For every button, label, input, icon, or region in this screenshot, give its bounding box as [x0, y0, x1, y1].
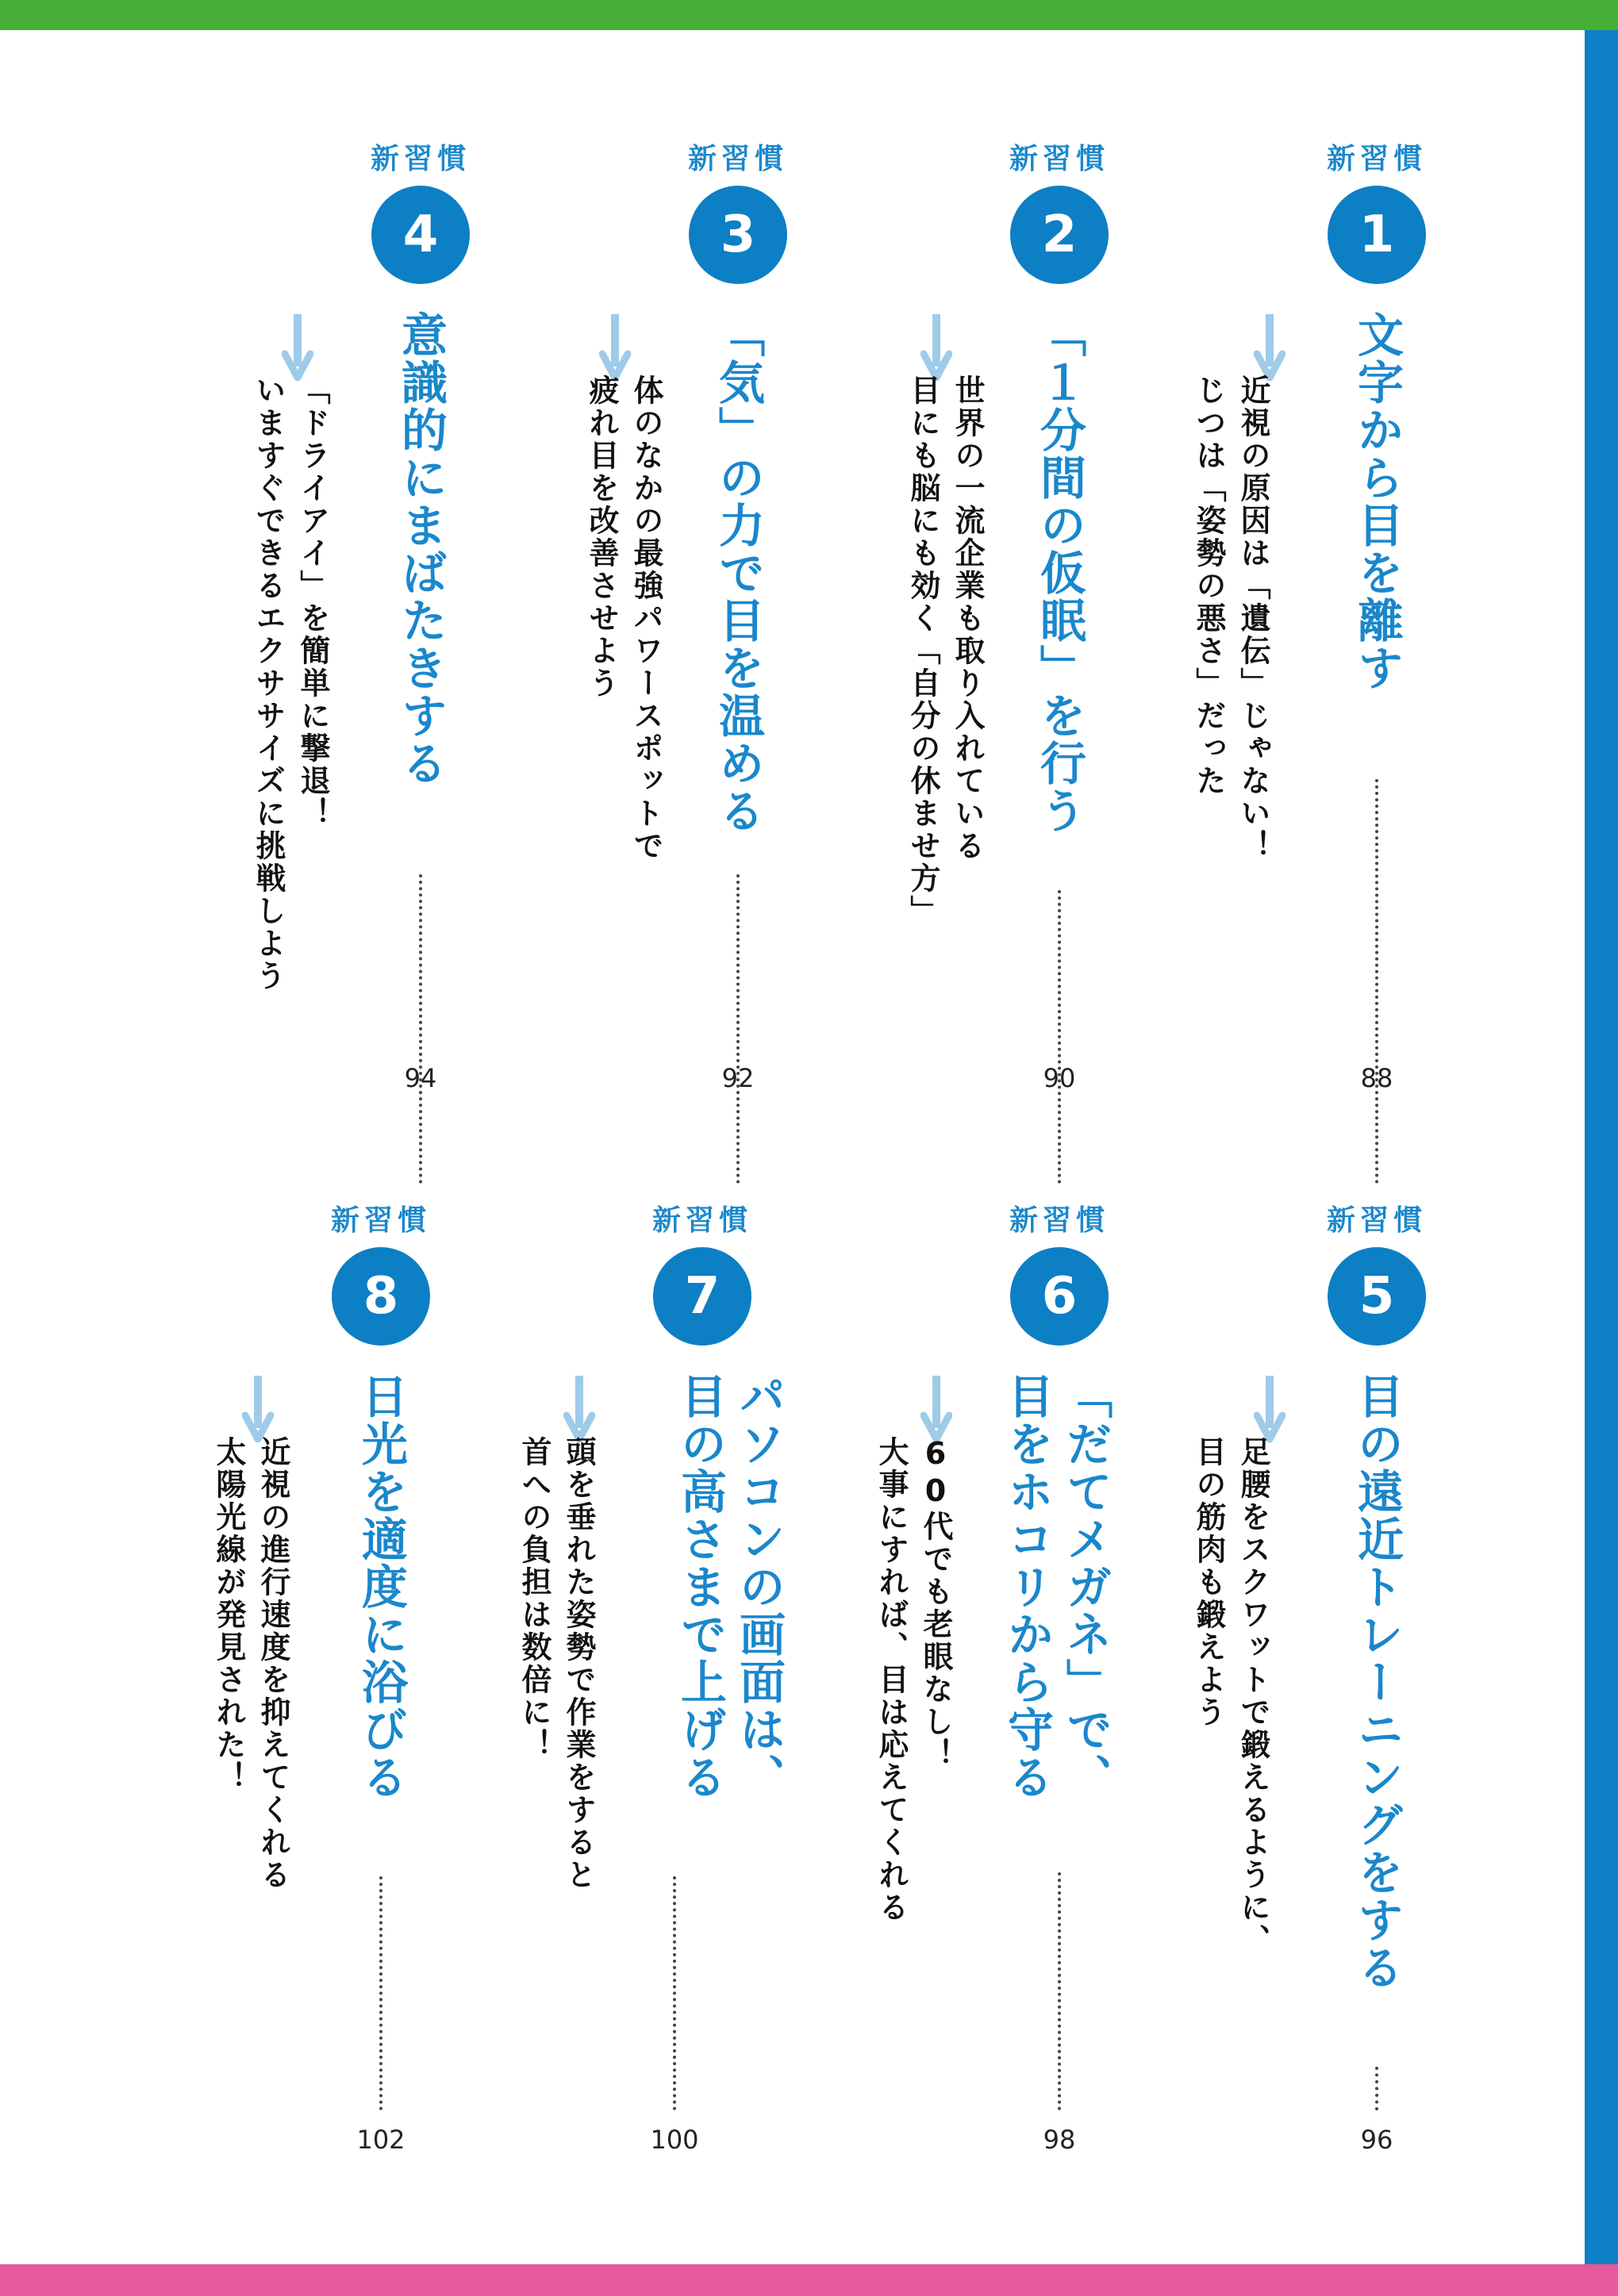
entry-title-line: 目の遠近トレーニングをする: [1350, 1373, 1404, 1991]
entry-number-badge: 8: [332, 1247, 430, 1346]
entry-title-line: 文字から目を離す: [1350, 311, 1404, 692]
leader-dots: [379, 1876, 382, 2110]
leader-dots: [419, 874, 422, 1184]
entry-desc-line: じつは「姿勢の悪さ」だった: [1191, 374, 1226, 797]
leader-dots: [1058, 1872, 1061, 2110]
entry-title: [1347, 311, 1406, 692]
leader-dots: [673, 1876, 676, 2110]
entry-desc-line: いますぐできるエクササイズに挑戦しよう: [251, 374, 286, 993]
entry-desc-line: 体のなかの最強パワースポットで: [628, 374, 663, 862]
entry-desc-line: 目の筋肉も鍛えよう: [1191, 1436, 1226, 1729]
entry-label: 新習慣: [1009, 1204, 1109, 1237]
bottom-accent-bar: [0, 2264, 1618, 2296]
entry-title: [1347, 1373, 1406, 1991]
entry-title: [352, 1373, 410, 1801]
entry-title: [997, 1373, 1115, 1801]
top-accent-bar: [0, 0, 1618, 30]
entry-desc-line: 足腰をスクワットで鍛えるように、: [1236, 1436, 1270, 1956]
entry-desc-line: 60代でも老眼なし！: [918, 1436, 953, 1771]
entry-label: 新習慣: [1009, 143, 1109, 175]
entry-description: [1186, 374, 1275, 862]
entry-label: 新習慣: [687, 143, 788, 175]
entry-label: 新習慣: [370, 143, 471, 175]
entry-description: [206, 1436, 295, 1891]
entry-desc-line: 目にも脳にも効く「自分の休ませ方」: [905, 374, 940, 927]
entry-desc-line: 大事にすれば、目は応えてくれる: [874, 1436, 909, 1924]
entry-desc-line: 近視の原因は「遺伝」じゃない！: [1236, 374, 1270, 862]
entry-description: [512, 1436, 601, 1891]
entry-desc-line: 「ドライアイ」を簡単に撃退！: [295, 374, 330, 830]
entry-number-badge: 1: [1328, 186, 1426, 284]
page-number: 90: [1043, 1063, 1076, 1093]
leader-dots: [736, 874, 740, 1184]
entry-title: [671, 1373, 788, 1801]
entry-title-line: 「１分間の仮眠」を行う: [1032, 311, 1086, 835]
entry-description: [901, 374, 990, 927]
entry-desc-line: 疲れ目を改善させよう: [584, 374, 619, 700]
entry-desc-line: 頭を垂れた姿勢で作業をすると: [561, 1436, 596, 1891]
entry-label: 新習慣: [1326, 143, 1427, 175]
entry-description: [1186, 1436, 1275, 1956]
leader-dots: [1375, 779, 1378, 1184]
entry-description: [579, 374, 668, 862]
page-number: 88: [1360, 1063, 1393, 1093]
entry-number-badge: 7: [653, 1247, 751, 1346]
entry-label: 新習慣: [330, 1204, 431, 1237]
page-number: 94: [404, 1063, 437, 1093]
entry-number-badge: 4: [371, 186, 470, 284]
entry-title-line: パソコンの画面は、: [732, 1373, 786, 1801]
entry-desc-line: 近視の進行速度を抑えてくれる: [256, 1436, 290, 1891]
entry-desc-line: 首への負担は数倍に！: [517, 1436, 552, 1761]
entry-desc-line: 太陽光線が発見された！: [211, 1436, 246, 1794]
entry-number-badge: 3: [689, 186, 787, 284]
entry-label: 新習慣: [651, 1204, 752, 1237]
entry-title: [1030, 311, 1089, 835]
page-number: 92: [721, 1063, 755, 1093]
entry-title-line: 目の高さまで上げる: [673, 1373, 727, 1801]
entry-number-badge: 5: [1328, 1247, 1426, 1346]
entry-title-line: 目をホコリから守る: [1000, 1373, 1054, 1801]
entry-desc-line: 世界の一流企業も取り入れている: [950, 374, 985, 862]
entry-title-line: 「気」の力で目を温める: [711, 311, 765, 835]
entry-label: 新習慣: [1326, 1204, 1427, 1237]
entry-number-badge: 2: [1010, 186, 1109, 284]
page-number: 102: [356, 2125, 405, 2155]
entry-title-line: 日光を適度に浴びる: [354, 1373, 408, 1801]
right-accent-bar: [1585, 30, 1618, 2264]
page-number: 96: [1360, 2125, 1393, 2155]
entry-title: [709, 311, 767, 835]
entry-title-line: 意識的にまばたきする: [394, 311, 448, 787]
entry-description: [246, 374, 335, 993]
leader-dots: [1375, 2067, 1378, 2110]
page-number: 98: [1043, 2125, 1076, 2155]
entry-description: [869, 1436, 958, 1924]
entry-title: [391, 311, 450, 787]
entry-title-line: 「だてメガネ」で、: [1059, 1373, 1113, 1801]
entry-number-badge: 6: [1010, 1247, 1109, 1346]
page-number: 100: [650, 2125, 699, 2155]
leader-dots: [1058, 890, 1061, 1184]
